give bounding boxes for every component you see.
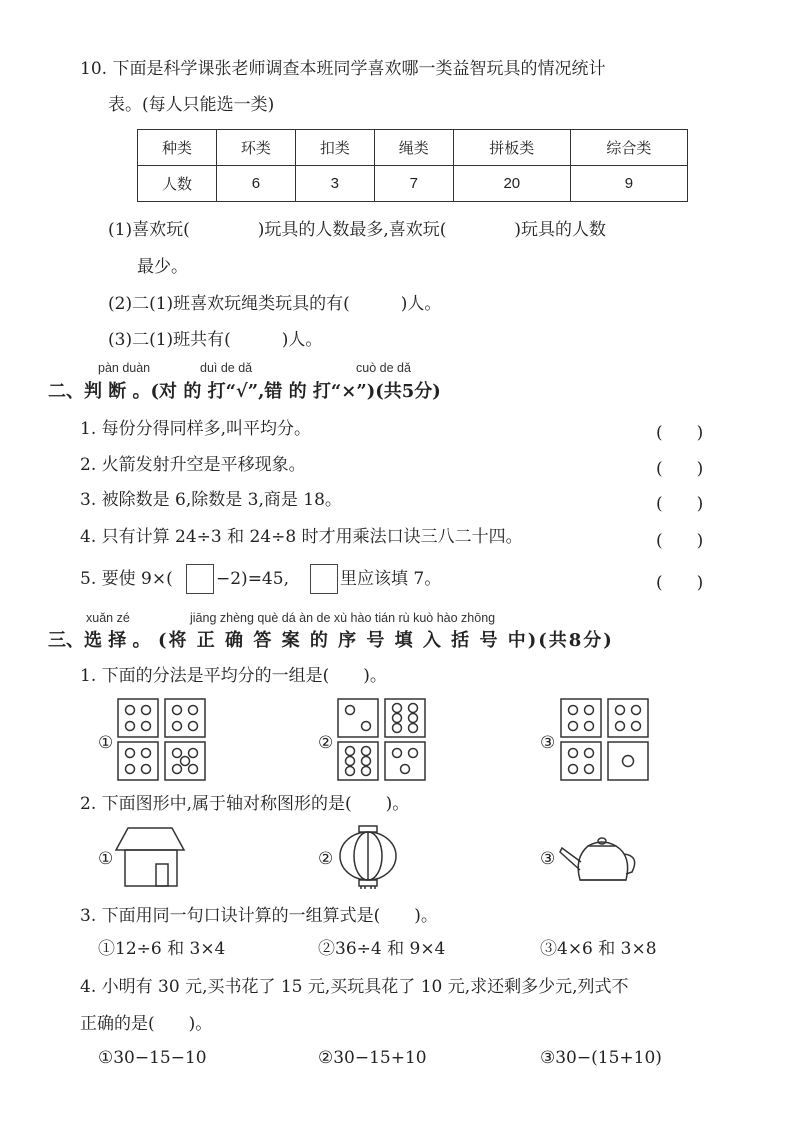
s2-item-5c: 里应该填 7。 — [340, 569, 442, 589]
blank-box[interactable] — [186, 564, 214, 594]
option-label[interactable]: ③ — [540, 849, 556, 869]
s3-q4-line2: 正确的是( )。 — [80, 1014, 213, 1034]
s2-item-5b: −2)=45, — [216, 569, 289, 589]
q10-sub3[interactable]: (3)二(1)班共有( )人。 — [108, 330, 323, 350]
s3-q1: 1. 下面的分法是平均分的一组是( )。 — [80, 666, 387, 686]
table-row — [138, 166, 688, 202]
s2-item-5a: 5. 要使 9×( — [80, 569, 173, 589]
pinyin-duidedA: duì de dǎ — [200, 361, 253, 375]
q10-line1: 10. 下面是科学课张老师调查本班同学喜欢哪一类益智玩具的情况统计 — [80, 59, 606, 79]
s2-item-4: 4. 只有计算 24÷3 和 24÷8 时才用乘法口诀三八二十四。 — [80, 527, 523, 547]
s2-item-2: 2. 火箭发射升空是平移现象。 — [80, 455, 306, 475]
pinyin-cuodeda: cuò de dǎ — [356, 361, 411, 375]
table-cell: 扣类 — [295, 130, 374, 166]
option-label[interactable]: ② — [318, 733, 334, 753]
option-label[interactable]: ① — [98, 733, 114, 753]
table-cell: 6 — [216, 166, 295, 202]
blank-box[interactable] — [310, 564, 338, 594]
table-cell: 3 — [295, 166, 374, 202]
s2-item-3: 3. 被除数是 6,除数是 3,商是 18。 — [80, 490, 342, 510]
s3-q2: 2. 下面图形中,属于轴对称图形的是( )。 — [80, 794, 410, 814]
s2-item-1: 1. 每份分得同样多,叫平均分。 — [80, 419, 312, 439]
q10-line2: 表。(每人只能选一类) — [108, 95, 275, 115]
dice-group-3 — [558, 696, 654, 784]
dice-group-1 — [115, 696, 211, 784]
table-cell: 种类 — [138, 130, 217, 166]
table-row — [138, 130, 688, 166]
table-cell: 环类 — [216, 130, 295, 166]
section3-title: 三、选 择 。 — [48, 630, 151, 651]
s3-q3-option-1[interactable]: ①12÷6 和 3×4 — [98, 939, 226, 959]
s2-answer-5[interactable]: ( ) — [656, 573, 704, 593]
s3-q4-option-2[interactable]: ②30−15+10 — [318, 1048, 427, 1068]
table-cell: 拼板类 — [453, 130, 570, 166]
s3-q4-option-1[interactable]: ①30−15−10 — [98, 1048, 207, 1068]
dice-group-2 — [335, 696, 431, 784]
s3-q4-line1: 4. 小明有 30 元,买书花了 15 元,买玩具花了 10 元,求还剩多少元,列式不 — [80, 977, 629, 997]
table-cell: 20 — [453, 166, 570, 202]
s3-q3: 3. 下面用同一句口诀计算的一组算式是( )。 — [80, 906, 438, 926]
pinyin-instruction: jiāng zhèng què dá àn de xù hào tián rù kuò hào zhōng — [190, 611, 496, 625]
s2-answer-2[interactable]: ( ) — [656, 459, 704, 479]
option-label[interactable]: ③ — [540, 733, 556, 753]
house-icon — [114, 826, 186, 888]
option-label[interactable]: ② — [318, 849, 334, 869]
q10-sub1-line1[interactable]: (1)喜欢玩( )玩具的人数最多,喜欢玩( )玩具的人数 — [108, 220, 607, 240]
s2-answer-4[interactable]: ( ) — [656, 531, 704, 551]
pinyin-xuanze: xuǎn zé — [86, 611, 130, 625]
s3-q3-option-2[interactable]: ②36÷4 和 9×4 — [318, 939, 446, 959]
q10-sub1-line2: 最少。 — [137, 257, 188, 277]
option-label[interactable]: ① — [98, 849, 114, 869]
pinyin-panduan: pàn duàn — [98, 361, 151, 375]
s2-answer-3[interactable]: ( ) — [656, 494, 704, 514]
table-cell: 7 — [374, 166, 453, 202]
section2-title: 二、判 断 。(对 的 打“√”,错 的 打“×”)(共5分) — [48, 381, 441, 402]
table-cell: 人数 — [138, 166, 217, 202]
s3-q4-option-3[interactable]: ③30−(15+10) — [540, 1048, 662, 1068]
teapot-icon — [558, 828, 640, 884]
s2-answer-1[interactable]: ( ) — [656, 423, 704, 443]
s3-q3-option-3[interactable]: ③4×6 和 3×8 — [540, 939, 657, 959]
table-cell: 绳类 — [374, 130, 453, 166]
table-cell: 9 — [570, 166, 687, 202]
q10-sub2[interactable]: (2)二(1)班喜欢玩绳类玩具的有( )人。 — [108, 294, 442, 314]
stat-table — [137, 129, 688, 202]
table-cell: 综合类 — [570, 130, 687, 166]
lantern-icon — [337, 824, 399, 890]
section3-instruction: (将 正 确 答 案 的 序 号 填 入 括 号 中)(共8分) — [158, 630, 614, 651]
